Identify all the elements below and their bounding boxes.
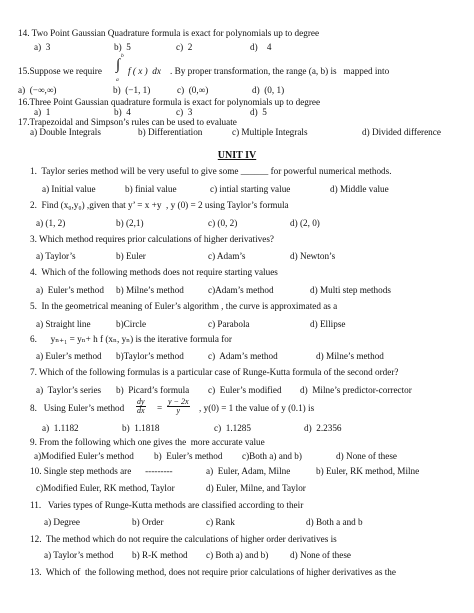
option-u2b: b) (2,1): [116, 218, 144, 228]
option-u11d: d) Both a and b: [306, 517, 363, 527]
option-u1c: c) intial starting value: [210, 184, 291, 194]
option-15c: c) (0,∞): [177, 85, 209, 95]
option-u10a: a) Euler, Adam, Milne: [206, 466, 291, 476]
unit-heading: UNIT IV: [217, 150, 257, 161]
derivative-denominator: dx: [137, 406, 145, 415]
option-u7d: d) Milne’s predictor-corrector: [300, 385, 412, 395]
option-u12b: b) R-K method: [132, 550, 188, 560]
option-u8c: c) 1.1285: [214, 423, 251, 433]
question-u7: 7. Which of the following formulas is a particular case of Runge-Kutta formula of the second order?: [30, 367, 399, 377]
derivative-numerator: dy: [137, 397, 145, 406]
option-u8a: a) 1.1182: [42, 423, 79, 433]
option-u11a: a) Degree: [44, 517, 80, 527]
option-u4c: c)Adam’s method: [208, 285, 274, 295]
option-u1d: d) Middle value: [330, 184, 389, 194]
option-u10b: b) Euler, RK method, Milne: [316, 466, 420, 476]
option-15b: b) (−1, 1): [113, 85, 151, 95]
option-u12a: a) Taylor’s method: [44, 550, 114, 560]
derivative-fraction: [136, 398, 146, 415]
option-u6d: d) Milne’s method: [316, 351, 384, 361]
option-u9b: b) Euler’s method: [154, 451, 223, 461]
integral-sign: ∫: [116, 57, 121, 73]
question-u4: 4. Which of the following methods does not require starting values: [30, 267, 278, 277]
option-16c: c) 3: [176, 107, 193, 117]
question-u11: 11. Varies types of Runge-Kutta methods are classified according to their: [30, 500, 304, 510]
equals-sign: =: [157, 403, 163, 413]
question-17: 17.Trapezoidal and Simpson’s rules can be used to evaluate: [18, 117, 237, 127]
option-u5b: b)Circle: [116, 319, 147, 329]
option-u4b: b) Milne’s method: [116, 285, 184, 295]
option-u8d: d) 2.2356: [304, 423, 342, 433]
option-16d: d) 5: [250, 107, 267, 117]
option-u5c: c) Parabola: [208, 319, 250, 329]
integral-upper-limit: b: [121, 53, 124, 59]
option-u11b: b) Order: [132, 517, 164, 527]
option-u9d: d) None of these: [336, 451, 397, 461]
option-u2c: c) (0, 2): [208, 218, 238, 228]
option-u3d: d) Newton’s: [290, 251, 336, 261]
question-u10: 10. Single step methods are ---------: [30, 466, 173, 476]
option-u3b: b) Euler: [116, 251, 146, 261]
option-u11c: c) Rank: [206, 517, 235, 527]
question-u2: 2. Find (x₀,y₀) ,given that y’ = x +y , y (0) = 2 using Taylor’s formula: [30, 200, 289, 210]
question-u3: 3. Which method requires prior calculations of higher derivatives?: [30, 234, 274, 244]
question-u13: 13. Which of the following method, does not require prior calculations of higher derivatives as the: [30, 567, 396, 577]
option-u7a: a) Taylor’s series: [36, 385, 102, 395]
question-15-suffix: . By proper transformation, the range (a, b) is mapped into: [170, 66, 390, 76]
option-u6c: c) Adam’s method: [208, 351, 278, 361]
option-15a: a) (−∞,∞): [18, 85, 57, 95]
option-u6b: b)Taylor’s method: [116, 351, 184, 361]
rhs-denominator: y: [176, 406, 181, 415]
option-14b: b) 5: [114, 42, 131, 52]
option-15d: d) (0, 1): [252, 85, 285, 95]
option-u6a: a) Euler’s method: [36, 351, 102, 361]
option-u1a: a) Initial value: [42, 184, 96, 194]
option-u4d: d) Multi step methods: [310, 285, 391, 295]
option-u12d: d) None of these: [290, 550, 351, 560]
option-17b: b) Differentiation: [138, 127, 203, 137]
option-u12c: c) Both a) and b): [206, 550, 269, 560]
integrand: f ( x ) dx: [128, 66, 161, 76]
question-u8-prefix: 8. Using Euler’s method: [30, 403, 125, 413]
question-u1: 1. Taylor series method will be very useful to give some ______ for powerful numerical methods.: [30, 166, 392, 176]
question-14: 14. Two Point Gaussian Quadrature formula is exact for polynomials up to degree: [18, 28, 320, 38]
option-17a: a) Double Integrals: [30, 127, 101, 137]
option-u3a: a) Taylor’s: [36, 251, 76, 261]
rhs-numerator: y − 2x: [168, 397, 189, 406]
option-u9a: a)Modified Euler’s method: [34, 451, 134, 461]
question-16: 16.Three Point Gaussian quadrature formula is exact for polynomials up to degree: [18, 97, 321, 107]
option-u9c: c)Both a) and b): [242, 451, 302, 461]
option-u10d: d) Euler, Milne, and Taylor: [206, 483, 306, 493]
option-17c: c) Multiple Integrals: [232, 127, 308, 137]
integral-lower-limit: a: [116, 77, 119, 83]
question-u8-suffix: , y(0) = 1 the value of y (0.1) is: [199, 403, 315, 413]
question-u6: 6. yₙ₊₁ = yₙ+ h f (xₙ, yₙ) is the iterative formula for: [30, 334, 232, 344]
option-u10c: c)Modified Euler, RK method, Taylor: [36, 483, 175, 493]
question-u5: 5. In the geometrical meaning of Euler’s algorithm , the curve is approximated as a: [30, 301, 338, 311]
option-u5d: d) Ellipse: [310, 319, 346, 329]
rhs-fraction: [167, 398, 190, 415]
question-u12: 12. The method which do not require the calculations of higher order derivatives is: [30, 534, 337, 544]
option-u5a: a) Straight line: [36, 319, 91, 329]
option-u2d: d) (2, 0): [290, 218, 320, 228]
option-14c: c) 2: [176, 42, 193, 52]
option-u8b: b) 1.1818: [122, 423, 160, 433]
option-14a: a) 3: [34, 42, 51, 52]
question-15-prefix: 15.Suppose we require: [18, 66, 102, 76]
option-17d: d) Divided difference: [362, 127, 441, 137]
option-u2a: a) (1, 2): [36, 218, 66, 228]
option-16b: b) 4: [114, 107, 131, 117]
option-u4a: a) Euler’s method: [36, 285, 104, 295]
option-16a: a) 1: [34, 107, 51, 117]
option-u7b: b) Picard’s formula: [116, 385, 190, 395]
option-u3c: c) Adam’s: [208, 251, 246, 261]
option-u1b: b) finial value: [125, 184, 177, 194]
option-14d: d) 4: [250, 42, 272, 52]
question-u9: 9. From the following which one gives the more accurate value: [30, 437, 265, 447]
option-u7c: c) Euler’s modified: [208, 385, 282, 395]
